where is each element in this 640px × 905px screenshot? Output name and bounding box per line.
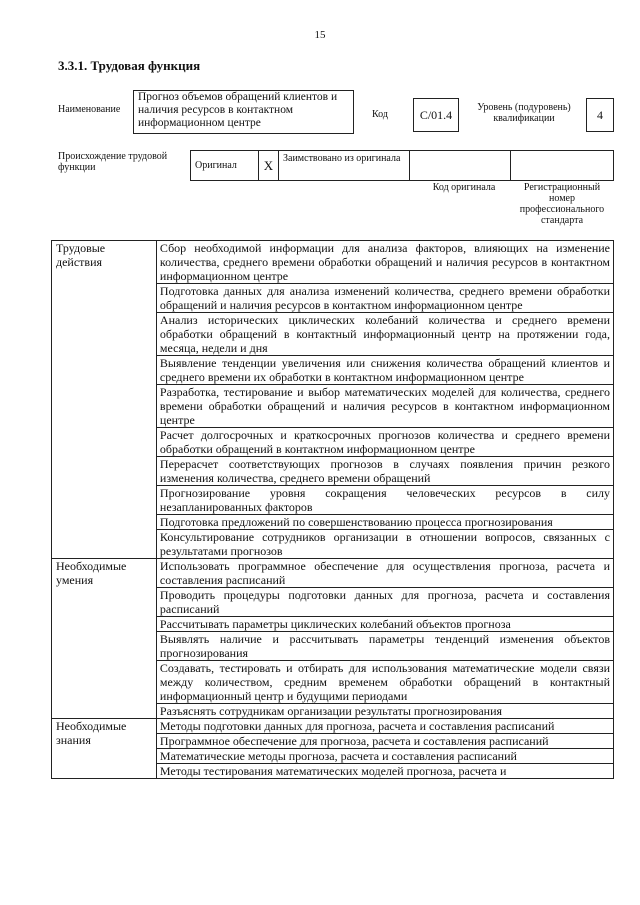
reg-number-cell (511, 151, 614, 181)
labor-action-item: Расчет долгосрочных и краткосрочных прогнозов количества и среднего времени обработки обращений в контактном информационном центре (156, 428, 613, 457)
skill-item: Создавать, тестировать и отбирать для использования математические модели связи между количеством, средним временем обработки обращений в контактный информационный центр и будущими периодами (156, 661, 613, 704)
labor-action-row (52, 241, 614, 284)
labor-action-item: Разработка, тестирование и выбор математических моделей для количества, среднего времени обработки обращений и наличия ресурсов в контактном информационном центре (156, 385, 613, 428)
labor-action-item: Подготовка предложений по совершенствованию процесса прогнозирования (156, 515, 613, 530)
knowledge-item: Методы тестирования математических моделей прогноза, расчета и (156, 764, 613, 779)
origin-label: Происхождение трудовой функции (58, 151, 168, 173)
reg-number-caption: Регистрационный номер профессионального стандарта (519, 182, 605, 226)
code-value: C/01.4 (413, 98, 459, 132)
code-original-caption: Код оригинала (432, 182, 496, 193)
knowledge-item: Методы подготовки данных для прогноза, расчета и составления расписаний (156, 719, 613, 734)
original-label: Оригинал (191, 151, 259, 181)
labor-action-item: Прогнозирование уровня сокращения человеческих ресурсов в силу незапланированных факторов (156, 486, 613, 515)
knowledge-item: Программное обеспечение для прогноза, расчета и составления расписаний (156, 734, 613, 749)
labor-action-category: Трудовые действия (52, 241, 157, 559)
original-mark: X (259, 151, 279, 181)
skill-item: Разъяснять сотрудникам организации результаты прогнозирования (156, 704, 613, 719)
labor-action-item: Консультирование сотрудников организации в отношении вопросов, связанных с результатами прогнозов (156, 530, 613, 559)
knowledge-row (52, 719, 614, 734)
labor-action-item: Выявление тенденции увеличения или снижения количества обращений клиентов и среднего времени их обработки в контактном информационном центре (156, 356, 613, 385)
skill-category: Необходимые умения (52, 559, 157, 719)
borrowed-label: Заимствовано из оригинала (279, 151, 410, 181)
knowledge-category: Необходимые знания (52, 719, 157, 779)
labor-action-item: Анализ исторических циклических колебаний количества и среднего времени обработки обращений в контактный информационный центр на протяжении года, месяца, недели и дня (156, 313, 613, 356)
origin-table (190, 150, 614, 181)
level-label: Уровень (подуровень) квалификации (477, 102, 571, 124)
code-original-cell (410, 151, 511, 181)
section-title: 3.3.1. Трудовая функция (58, 58, 201, 73)
skill-item: Рассчитывать параметры циклических колебаний объектов прогноза (156, 617, 613, 632)
skill-row (52, 559, 614, 588)
page-number: 15 (314, 29, 326, 41)
labor-action-item: Подготовка данных для анализа изменений количества, среднего времени обработки обращений и наличия ресурсов в контактном информационном центре (156, 284, 613, 313)
code-label: Код (372, 109, 388, 120)
function-table (51, 240, 614, 779)
skill-item: Использовать программное обеспечение для осуществления прогноза, расчета и составления расписаний (156, 559, 613, 588)
labor-action-item: Сбор необходимой информации для анализа факторов, влияющих на изменение количества, среднего времени обработки обращений и наличия ресурсов в контактном информационном центре (156, 241, 613, 284)
skill-item: Выявлять наличие и рассчитывать параметры тенденций изменения объектов прогнозирования (156, 632, 613, 661)
knowledge-item: Математические методы прогноза, расчета и составления расписаний (156, 749, 613, 764)
name-label: Наименование (58, 104, 121, 115)
labor-action-item: Перерасчет соответствующих прогнозов в случаях появления причин резкого изменения количества, среднего времени обращений (156, 457, 613, 486)
skill-item: Проводить процедуры подготовки данных для прогноза, расчета и составления расписаний (156, 588, 613, 617)
level-value: 4 (586, 98, 614, 132)
name-value: Прогноз объемов обращений клиентов и наличия ресурсов в контактном информационном центре (133, 90, 354, 134)
